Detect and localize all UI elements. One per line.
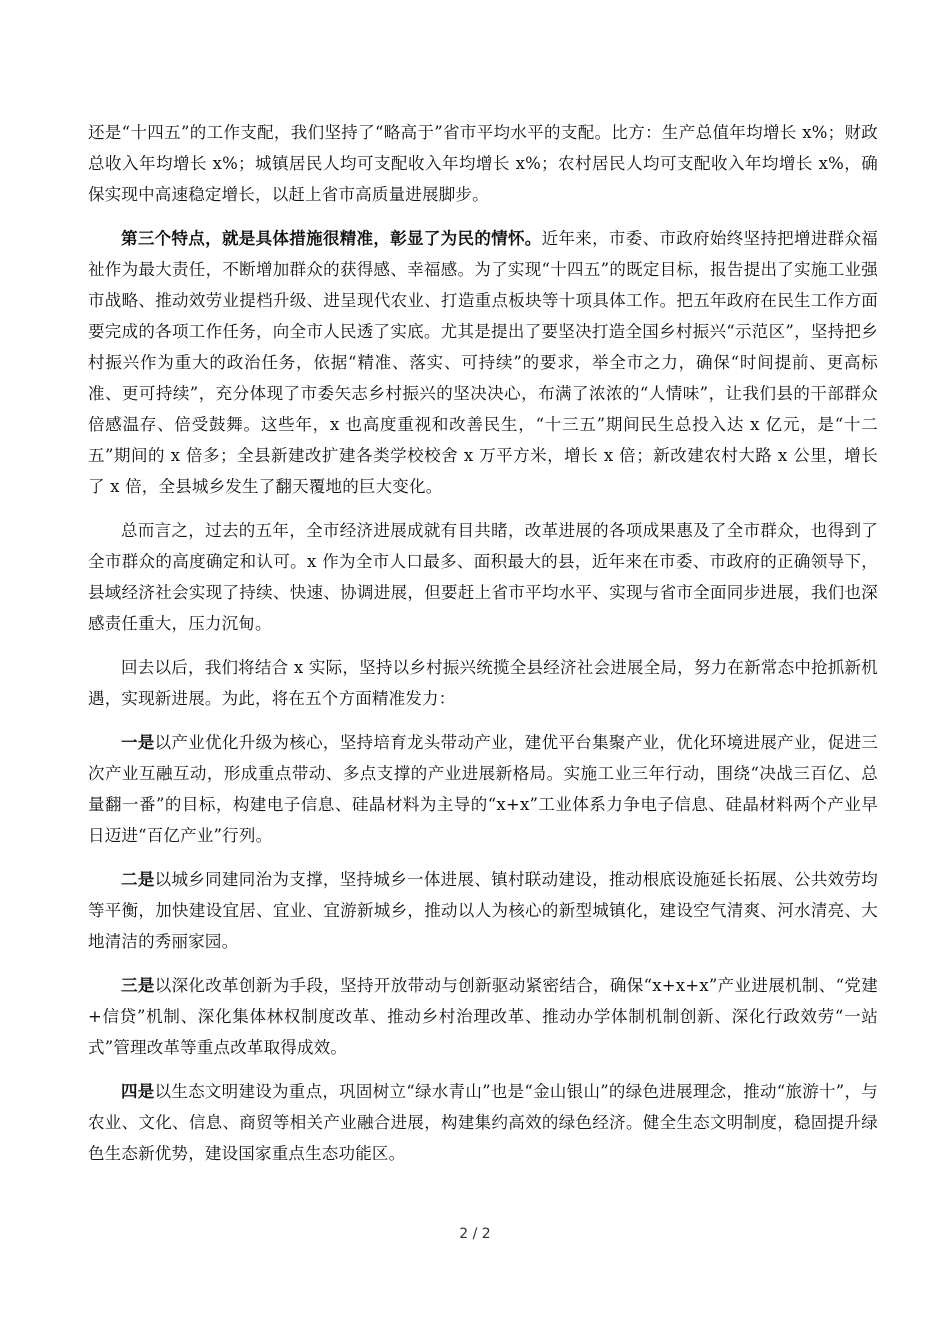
paragraph-lead: 一是 — [121, 733, 155, 752]
page-number: 2 / 2 — [459, 1226, 491, 1242]
paragraph-5 — [88, 727, 878, 851]
paragraph-text: 以深化改革创新为手段，坚持开放带动与创新驱动紧密结合，确保“x+x+x”产业进展机制、“党建+信贷”机制、深化集体林权制度改革、推动乡村治理改革、推动办学体制机制创新、深化行政效劳“一站式”管理改革等重点改革取得成效。 — [88, 976, 878, 1057]
paragraph-text: 近年来，市委、市政府始终坚持把增进群众福祉作为最大责任，不断增加群众的获得感、幸福感。为了实现“十四五”的既定目标，报告提出了实施工业强市战略、推动效劳业提档升级、进呈现代农业、打造重点板块等十项具体工作。把五年政府在民生工作方面要完成的各项工作任务，向全市人民透了实底。尤其是提出了要坚决打造全国乡村振兴“示范区”，坚持把乡村振兴作为重大的政治任务，依据“精准、落实、可持续”的要求，举全市之力，确保“时间提前、更高标准、更可持续”，充分体现了市委矢志乡村振兴的坚决决心，布满了浓浓的“人情味”，让我们县的干部群众倍感温存、倍受鼓舞。这些年，x 也高度重视和改善民生，“十三五”期间民生总投入达 x 亿元，是“十二五”期间的 x 倍多；全县新建改扩建各类学校校舍 x 万平方米，增长 x 倍；新改建农村大路 x 公里，增长了 x 倍，全县城乡发生了翻天覆地的巨大变化。 — [88, 229, 878, 496]
paragraph-text: 以生态文明建设为重点，巩固树立“绿水青山”也是“金山银山”的绿色进展理念，推动“旅游十”，与农业、文化、信息、商贸等相关产业融合进展，构建集约高效的绿色经济。健全生态文明制度，稳固提升绿色生态新优势，建设国家重点生态功能区。 — [88, 1082, 878, 1163]
paragraph-6 — [88, 864, 878, 957]
paragraph-lead: 第三个特点，就是具体措施很精准，彰显了为民的情怀。 — [121, 229, 542, 248]
paragraph-3 — [88, 515, 878, 639]
paragraph-7 — [88, 970, 878, 1063]
paragraph-2 — [88, 223, 878, 502]
paragraph-lead: 三是 — [121, 976, 155, 995]
paragraph-4 — [88, 652, 878, 714]
document-body — [88, 117, 878, 1182]
paragraph-text: 以城乡同建同治为支撑，坚持城乡一体进展、镇村联动建设，推动根底设施延长拓展、公共效劳均等平衡，加快建设宜居、宜业、宜游新城乡，推动以人为核心的新型城镇化，建设空气清爽、河水清亮、大地清洁的秀丽家园。 — [88, 870, 878, 951]
paragraph-text: 总而言之，过去的五年，全市经济进展成就有目共睹，改革进展的各项成果惠及了全市群众，也得到了全市群众的高度确定和认可。x 作为全市人口最多、面积最大的县，近年来在市委、市政府的正确领导下，县域经济社会实现了持续、快速、协调进展，但要赶上省市平均水平、实现与省市全面同步进展，我们也深感责任重大，压力沉甸。 — [88, 521, 878, 633]
paragraph-lead: 二是 — [121, 870, 155, 889]
paragraph-text: 回去以后，我们将结合 x 实际，坚持以乡村振兴统揽全县经济社会进展全局，努力在新常态中抢抓新机遇，实现新进展。为此，将在五个方面精准发力： — [88, 658, 878, 708]
paragraph-text: 还是“十四五”的工作支配，我们坚持了“略高于”省市平均水平的支配。比方：生产总值年均增长 x%；财政总收入年均增长 x%；城镇居民人均可支配收入年均增长 x%；农村居民人均可支配收入年均增长 x%，确保实现中高速稳定增长，以赶上省市高质量进展脚步。 — [88, 123, 878, 204]
paragraph-1 — [88, 117, 878, 210]
paragraph-lead: 四是 — [121, 1082, 155, 1101]
paragraph-text: 以产业优化升级为核心，坚持培育龙头带动产业，建优平台集聚产业，优化环境进展产业，促进三次产业互融互动，形成重点带动、多点支撑的产业进展新格局。实施工业三年行动，围绕“决战三百亿、总量翻一番”的目标，构建电子信息、硅晶材料为主导的“x+x”工业体系力争电子信息、硅晶材料两个产业早日迈进“百亿产业”行列。 — [88, 733, 878, 845]
paragraph-8 — [88, 1076, 878, 1169]
